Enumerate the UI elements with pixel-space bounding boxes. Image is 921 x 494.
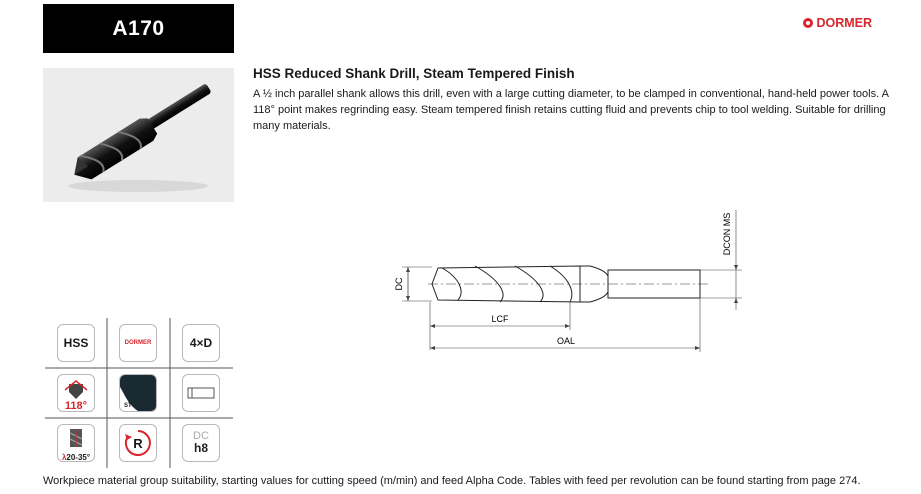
tolerance-tile: [182, 424, 220, 462]
dormer-logo-icon: [803, 18, 813, 28]
brand-logo: [803, 16, 872, 30]
helix-symbol: λ: [61, 453, 67, 462]
point-angle-label: 118°: [64, 400, 88, 412]
brand-tile: [119, 324, 157, 362]
product-title: HSS Reduced Shank Drill, Steam Tempered Finish: [253, 66, 575, 81]
finish-label: ST: [124, 403, 132, 409]
material-hss-tile: [57, 324, 95, 362]
helix-angle-label: 20-35°: [66, 453, 91, 462]
tolerance-bottom-label: h8: [193, 441, 208, 455]
lcf-label: LCF: [491, 314, 509, 324]
product-description: A ½ inch parallel shank allows this drill, even with a large cutting diameter, to be clamped in conventional, hand-held power tools. A 118° point makes regrinding easy. Steam tempered finish retains cutting fluid and prevents chip to tool welding. Suitable for drilling many materials.: [253, 88, 889, 132]
drill-point-icon: [57, 374, 95, 412]
parallel-shank-icon: [182, 374, 220, 412]
product-photo: [43, 68, 234, 202]
depth-tile: [182, 324, 220, 362]
oal-label: OAL: [556, 336, 576, 346]
rotation-label: R: [133, 435, 143, 451]
brand-name: DORMER: [816, 16, 872, 30]
right-hand-rotation-icon: [119, 424, 157, 462]
footer-note: Workpiece material group suitability, starting values for cutting speed (m/min) and feed Alpha Code. Tables with feed per revolution can be found starting from page 274.: [43, 475, 861, 487]
depth-label: 4×D: [189, 336, 213, 350]
property-icon-grid: [45, 318, 233, 468]
dc-label: DC: [394, 277, 404, 291]
product-code: A170: [43, 4, 234, 53]
technical-drawing: [380, 200, 760, 360]
tolerance-top-label: DC: [193, 430, 209, 442]
dcon-label: DCON MS: [722, 212, 732, 256]
steam-tempered-icon: [119, 374, 157, 412]
brand-tile-label: DORMER: [124, 340, 152, 346]
helix-angle-icon: [57, 424, 95, 462]
material-label: HSS: [63, 336, 89, 350]
